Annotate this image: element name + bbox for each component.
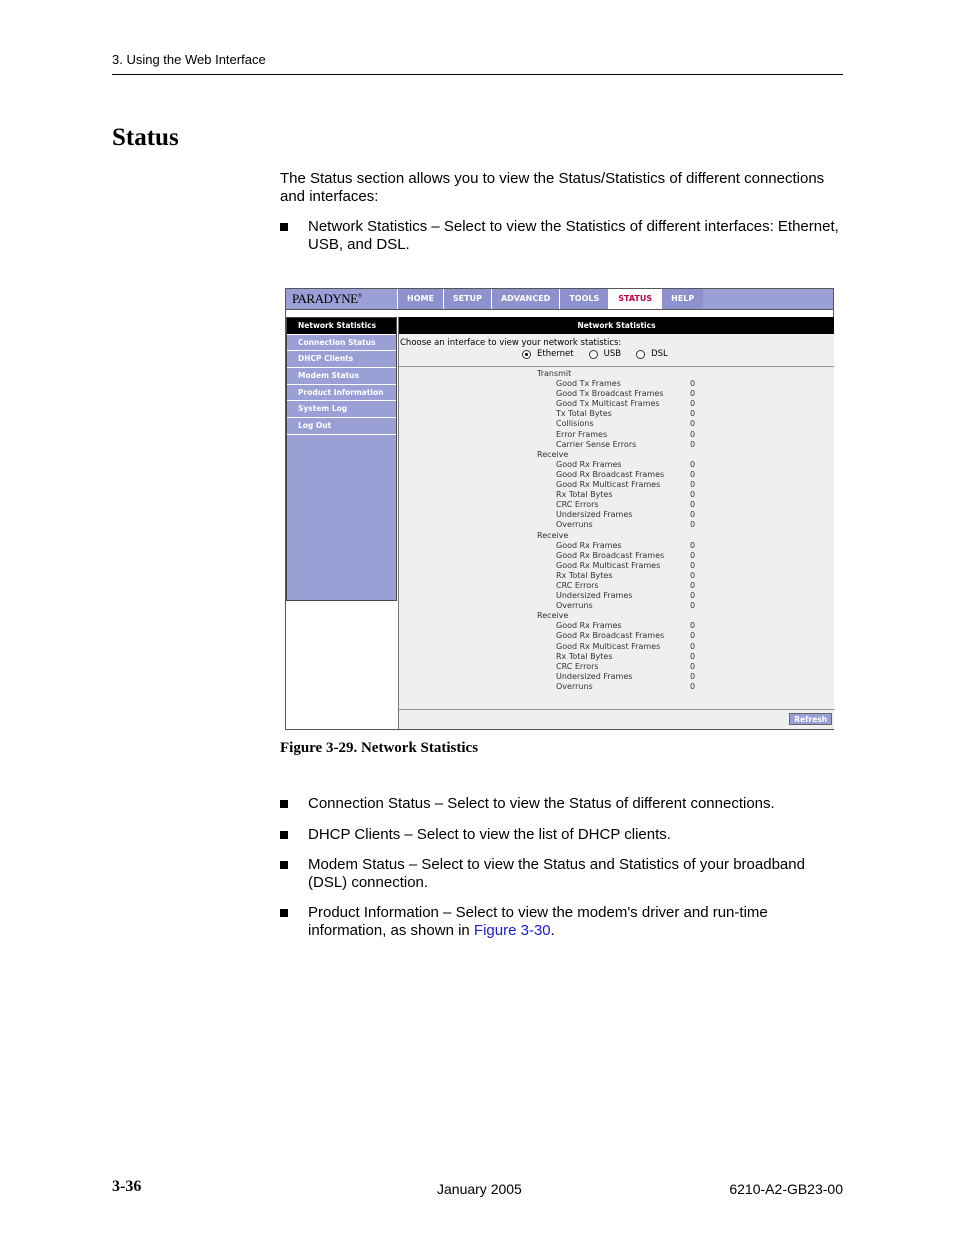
stat-label: Undersized Frames (556, 671, 633, 681)
interface-chooser (399, 334, 834, 367)
bullet-text: Network Statistics – Select to view the Statistics of different interfaces: Ethernet, USB, and DSL. (308, 218, 839, 253)
bullet-text: DHCP Clients – Select to view the list of DHCP clients. (308, 826, 671, 843)
panel-heading: Network Statistics (399, 317, 834, 334)
tab-status[interactable]: STATUS (608, 289, 661, 309)
radio-circle-icon[interactable] (522, 350, 531, 359)
nav-tabs (397, 289, 703, 310)
stat-value: 0 (690, 661, 696, 671)
bullet-network-statistics (280, 218, 845, 254)
stat-value: 0 (690, 490, 696, 500)
stat-label: Error Frames (556, 429, 608, 439)
bullet-product-information (280, 904, 845, 940)
stats-section-label: Transmit (537, 369, 572, 378)
radio-circle-icon[interactable] (636, 350, 645, 359)
bullet-text-end: . (550, 922, 555, 939)
stat-label: Overruns (556, 681, 593, 691)
stat-value: 0 (690, 651, 696, 661)
stats-row (399, 601, 835, 611)
statistics-table (399, 369, 835, 692)
sidebar-item-modem-status[interactable]: Modem Status (287, 368, 396, 385)
stat-value: 0 (690, 469, 696, 479)
sidebar-item-product-information[interactable]: Product Information (287, 385, 396, 402)
main-panel (398, 317, 834, 729)
stats-row (399, 419, 835, 429)
radio-label: DSL (651, 349, 668, 359)
stat-value: 0 (690, 399, 696, 409)
top-navigation-bar (286, 289, 833, 310)
stat-label: Good Rx Frames (556, 540, 622, 550)
stat-value: 0 (690, 389, 696, 399)
stat-label: Carrier Sense Errors (556, 439, 637, 449)
stats-row (399, 430, 835, 440)
stats-row (399, 652, 835, 662)
paradyne-logo: PARADYNE® (292, 291, 362, 306)
stats-row (399, 470, 835, 480)
stats-row (399, 551, 835, 561)
stat-value: 0 (690, 409, 696, 419)
stats-row (399, 571, 835, 581)
figure-3-30-link[interactable]: Figure 3-30 (473, 922, 551, 939)
bullet-square-icon (280, 909, 288, 917)
sidebar-item-connection-status[interactable]: Connection Status (287, 335, 396, 352)
stats-section-label: Receive (537, 449, 569, 459)
figure-caption: Figure 3-29. Network Statistics (280, 740, 479, 756)
bullet-text: Connection Status – Select to view the Status of different connections. (308, 795, 775, 812)
bullet-dhcp-clients (280, 826, 845, 844)
stat-label: Good Rx Broadcast Frames (556, 631, 665, 641)
stat-label: Tx Total Bytes (556, 409, 612, 419)
stat-label: Overruns (556, 601, 593, 611)
radio-usb[interactable] (589, 349, 621, 359)
stats-row (399, 480, 835, 490)
radio-circle-icon[interactable] (589, 350, 598, 359)
section-title: Status (112, 124, 179, 151)
tab-help[interactable]: HELP (661, 289, 703, 309)
stats-row (399, 389, 835, 399)
stat-value: 0 (690, 570, 696, 580)
stat-label: Good Rx Frames (556, 459, 622, 469)
stats-section-label: Receive (537, 530, 569, 540)
tab-setup[interactable]: SETUP (443, 289, 491, 309)
stat-label: CRC Errors (556, 661, 599, 671)
stat-value: 0 (690, 510, 696, 520)
stats-row (399, 379, 835, 389)
tab-tools[interactable]: TOOLS (559, 289, 608, 309)
intro-paragraph: The Status section allows you to view the Status/Statistics of different connections and interfaces: (280, 170, 825, 205)
bullet-square-icon (280, 223, 288, 231)
stats-row (399, 541, 835, 551)
radio-dsl[interactable] (636, 349, 668, 359)
stat-value: 0 (690, 601, 696, 611)
stat-value: 0 (690, 631, 696, 641)
stats-row (399, 460, 835, 470)
bullet-connection-status (280, 795, 845, 813)
sidebar-item-system-log[interactable]: System Log (287, 401, 396, 418)
stats-row (399, 631, 835, 641)
running-header: 3. Using the Web Interface (112, 52, 266, 67)
stat-label: Good Tx Broadcast Frames (556, 389, 664, 399)
radio-label: USB (603, 349, 622, 359)
stats-row (399, 621, 835, 631)
bullet-modem-status (280, 856, 845, 892)
stat-label: CRC Errors (556, 500, 599, 510)
stat-label: Good Tx Multicast Frames (556, 399, 660, 409)
stat-value: 0 (690, 560, 696, 570)
bullet-text: Product Information – Select to view the modem's driver and run-time information, as shown in (308, 904, 768, 939)
stats-row (399, 490, 835, 500)
stat-label: Good Rx Multicast Frames (556, 560, 661, 570)
stat-value: 0 (690, 459, 696, 469)
stat-value: 0 (690, 641, 696, 651)
stats-row (399, 409, 835, 419)
chooser-prompt: Choose an interface to view your network statistics: (400, 338, 622, 348)
refresh-button[interactable]: Refresh (789, 713, 832, 725)
stat-label: Good Rx Broadcast Frames (556, 550, 665, 560)
stats-section-label: Receive (537, 611, 569, 621)
stat-label: Undersized Frames (556, 510, 633, 520)
bullet-square-icon (280, 800, 288, 808)
header-rule (112, 74, 843, 75)
bullet-square-icon (280, 861, 288, 869)
stat-label: Undersized Frames (556, 591, 633, 601)
stat-value: 0 (690, 520, 696, 530)
sidebar-item-log-out[interactable]: Log Out (287, 418, 396, 435)
stats-row (399, 561, 835, 571)
stats-row (399, 662, 835, 672)
tab-home[interactable]: HOME (397, 289, 443, 309)
interface-radio-group (522, 349, 668, 359)
stats-row (399, 642, 835, 652)
stats-row (399, 510, 835, 520)
stat-value: 0 (690, 621, 696, 631)
stat-label: Good Rx Broadcast Frames (556, 469, 665, 479)
stat-value: 0 (690, 580, 696, 590)
stat-value: 0 (690, 500, 696, 510)
document-number: 6210-A2-GB23-00 (729, 1181, 843, 1197)
sidebar-item-dhcp-clients[interactable]: DHCP Clients (287, 351, 396, 368)
stat-label: Good Tx Frames (556, 379, 621, 389)
radio-ethernet[interactable] (522, 349, 574, 359)
radio-label: Ethernet (537, 349, 574, 359)
stat-label: Good Rx Multicast Frames (556, 480, 661, 490)
stat-label: Rx Total Bytes (556, 570, 613, 580)
footer-date: January 2005 (437, 1181, 522, 1197)
stat-value: 0 (690, 419, 696, 429)
stat-value: 0 (690, 540, 696, 550)
stat-label: CRC Errors (556, 580, 599, 590)
stats-row (399, 672, 835, 682)
stat-value: 0 (690, 671, 696, 681)
status-sidebar (286, 317, 397, 601)
stat-label: Good Rx Multicast Frames (556, 641, 661, 651)
page-number: 3-36 (112, 1178, 142, 1195)
stats-row (399, 581, 835, 591)
panel-footer (399, 709, 835, 729)
stats-row (399, 682, 835, 692)
stat-label: Collisions (556, 419, 594, 429)
stats-row (399, 440, 835, 450)
stat-value: 0 (690, 681, 696, 691)
stat-value: 0 (690, 429, 696, 439)
stats-row (399, 591, 835, 601)
sidebar-item-network-statistics[interactable]: Network Statistics (287, 318, 396, 335)
stat-value: 0 (690, 480, 696, 490)
stat-label: Rx Total Bytes (556, 651, 613, 661)
stats-row (399, 520, 835, 530)
stat-value: 0 (690, 550, 696, 560)
stat-value: 0 (690, 591, 696, 601)
tab-advanced[interactable]: ADVANCED (491, 289, 559, 309)
network-statistics-figure (285, 288, 834, 730)
bullet-square-icon (280, 831, 288, 839)
stat-value: 0 (690, 439, 696, 449)
stat-label: Good Rx Frames (556, 621, 622, 631)
stats-row (399, 399, 835, 409)
stat-label: Rx Total Bytes (556, 490, 613, 500)
stats-row (399, 500, 835, 510)
stat-value: 0 (690, 379, 696, 389)
stat-label: Overruns (556, 520, 593, 530)
bullet-text: Modem Status – Select to view the Status and Statistics of your broadband (DSL) connection. (308, 856, 805, 891)
